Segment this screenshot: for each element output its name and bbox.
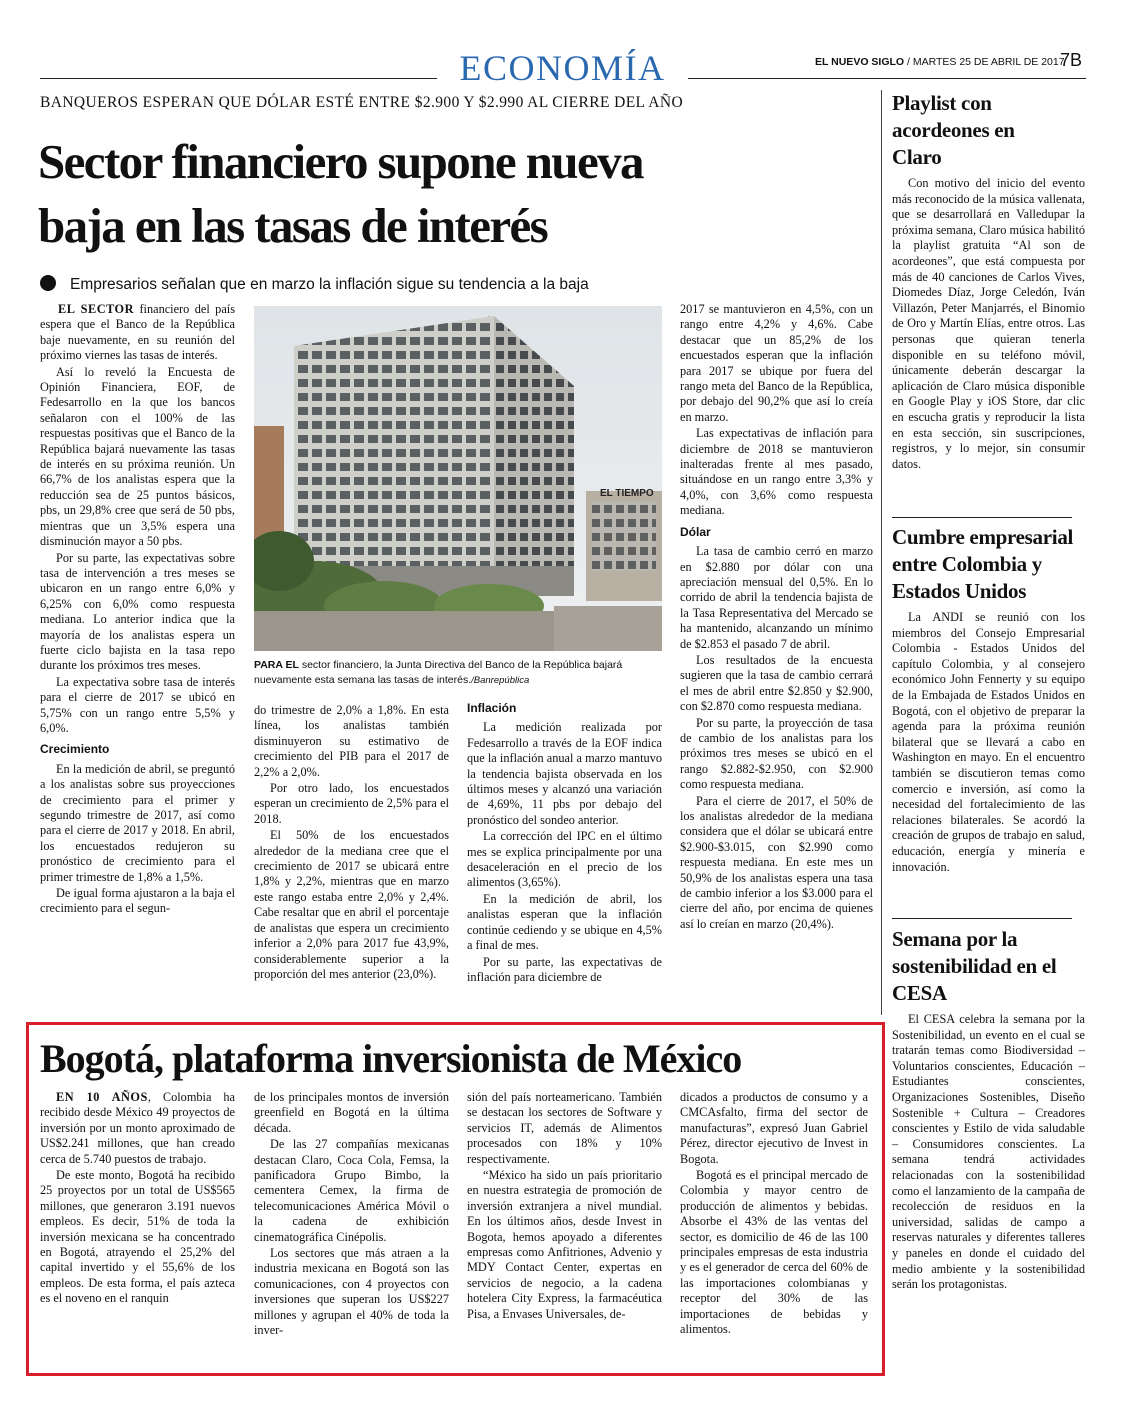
paragraph: 2017 se mantuvieron en 4,5%, con un rango entre 4,2% y 4,6%. Cabe destacar que un 85,2% de los encuestados esperan que la inflación para 2017 se ubique por fuera del rango meta del Banco de la República, por debajo del 90,2% que así lo creía en marzo. — [680, 302, 873, 424]
paragraph: de los principales montos de inversión greenfield en Bogotá en la última década. — [254, 1090, 449, 1135]
el-tiempo-sign: EL TIEMPO — [600, 488, 654, 499]
paragraph: De este monto, Bogotá ha recibido 25 proyectos por un total de US$565 millones, que generaron 3.191 nuevos empleos. Es decir, 51% de toda la inversión mexicana se ha concentrado en Bogotá, atrayendo el 25,2% del capital invertido y el 55,6% de los empleos. De esta forma, el país azteca es el noveno en el ranquin — [40, 1168, 235, 1306]
issue-date: / MARTES 25 DE ABRIL DE 2017 — [907, 56, 1065, 68]
paragraph: “México ha sido un país prioritario en nuestra estrategia de promoción de inversión extranjera a nivel mundial. En los últimos años, desde Invest in Bogota, hemos apoyado a diferentes empresas como Anfitriones, Advenio y MDY Contact Center, expertas en servicios de negocio, a la cadena hotelera City Express, la farmacéutica Pisa, a Envases Universales, de- — [467, 1168, 662, 1321]
main-column-1 — [40, 302, 235, 918]
box-headline: Bogotá, plataforma inversionista de México — [40, 1036, 742, 1081]
deck — [40, 275, 589, 294]
subheading: Inflación — [467, 701, 517, 715]
paragraph: El 50% de los encuestados alrededor de la mediana cree que el crecimiento de 2017 se ubicará entre 1,8% y 2,2%, mientras que en marzo este rango estaba entre 2,0% y 2,4%. Cabe resaltar que en abril el porcentaje de analistas que espera un crecimiento inferior a 2,0% para 2017 fue 43,9%, considerablemente superior a la proporción del mes anterior (23,0%). — [254, 828, 449, 981]
paragraph: Por su parte, las expectativas sobre tasa de intervención a tres meses se ubicaron en un rango entre 6,0% y 6,25% con 6,0% como respuesta mediana. Lo anterior indica que la mayoría de los analistas espera un fuerte ciclo bajista en la tasa repo durante los próximos tres meses. — [40, 550, 235, 673]
box-column-1 — [40, 1090, 235, 1308]
paragraph: dicados a productos de consumo y a CMCAsfalto, firma del sector de manufacturas”, expresó Juan Gabriel Pérez, director ejecutivo de Invest in Bogota. — [680, 1090, 868, 1166]
main-column-3 — [467, 701, 662, 986]
paragraph: sión del país norteamericano. También se destacan los sectores de Software y servicios IT, además de Alimentos procesados con 18% y 10% respectivamente. — [467, 1090, 662, 1166]
paragraph: do trimestre de 2,0% a 1,8%. En esta línea, los analistas también disminuyeron su estimativo de crecimiento del PIB para el 2017 de 2,2% a 2,0%. — [254, 703, 449, 779]
paragraph: El CESA celebra la semana por la Sostenibilidad, un evento en el cual se tratarán temas como Biodiversidad – Voluntarios conscientes, Educación – Estudiantes conscientes, Organizaciones Sostenibles, Diseño Sostenible + Cultura – Creadores conscientes y Estilo de vida saludable – Consumidores conscientes. La semana tendrá actividades relacionadas con la sostenibilidad como el lanzamiento de la campaña de recolección de residuos en la universidad, salidas de campo a reservas naturales y diferentes talleres y paneles en donde el cuidado del medio ambiente y la sostenibilidad serán los protagonistas. — [892, 1012, 1085, 1292]
photo-caption — [254, 658, 662, 688]
sidebar-text — [892, 610, 1085, 875]
subheading: Crecimiento — [40, 742, 110, 757]
paragraph: De igual forma ajustaron a la baja el crecimiento para el segun- — [40, 886, 235, 916]
bank-building-photo — [254, 306, 662, 651]
main-column-2 — [254, 703, 449, 983]
box-column-2 — [254, 1090, 449, 1340]
paragraph: Con motivo del inicio del evento más reconocido de la música vallenata, que se desarrollará en Valledupar la próxima semana, Claro música habilitó la playlist gratuita “Al son de acordeones”, que está compuesta por más de 40 canciones de Carlos Vives, Diomedes Díaz, Jorge Celedón, Iván Villazón, Peter Manjarrés, el Binomio de Oro y Martín Elías, entre otros. Las personas que quieran tenerla disponible en su teléfono móvil, únicamente deberán descargar la aplicación de Claro música disponible en Google Play y iOS Store, dar clic en escucha gratis y reproducir la lista en esta sección, sin suscripciones, registros, y lo mejor, sin consumir datos. — [892, 176, 1085, 471]
paragraph: La medición realizada por Fedesarrollo a través de la EOF indica que la inflación anual a marzo mantuvo la tendencia bajista observada en los últimos meses y alcanzó una variación de 4,69%, 11 pbs por debajo del pronóstico del sondeo anterior. — [467, 720, 662, 827]
paragraph: Los sectores que más atraen a la industria mexicana en Bogotá son las comunicaciones, con 4 proyectos con inversiones que superan los US$227 millones y agrupan el 40% de toda la inver- — [254, 1246, 449, 1338]
headline-line-1: Sector financiero supone nueva — [38, 134, 643, 189]
paragraph: De las 27 compañías mexicanas destacan Claro, Coca Cola, Femsa, la panificadora Grupo Bimbo, la cementera Cemex, la firma de telecomunicaciones América Móvil o la cadena de exhibición cinematográfica Cinépolis. — [254, 1137, 449, 1244]
paragraph: Por otro lado, los encuestados esperan un crecimiento de 2,5% para el 2018. — [254, 781, 449, 826]
paragraph: La corrección del IPC en el último mes se explica principalmente por una desaceleración en el precio de los alimentos (3,65%). — [467, 829, 662, 890]
paragraph: Para el cierre de 2017, el 50% de los analistas alrededor de la mediana considera que el dólar se ubicará entre $2.900-$3.015, con $2.990 como respuesta mediana. En este mes un 50,9% de los analistas espera una tasa de cambio inferior a los $3.000 para el cierre del año, por encima de quienes así lo creían en marzo (20,4%). — [680, 793, 873, 931]
caption-text: sector financiero, la Junta Directiva del Banco de la República bajará nuevamente esta semana las tasas de interés. — [254, 659, 623, 686]
paragraph: En la medición de abril, se preguntó a los analistas sobre sus proyecciones de crecimiento para el primer y segundo trimestre de 2017, así como para el cierre de 2017 y 2018. En abril, los encuestados redujeron su pronóstico de crecimiento para el primer trimestre de 1,8% a 1,5%. — [40, 761, 235, 884]
paragraph: Los resultados de la encuesta sugieren que la tasa de cambio cerrará el mes de abril entre $2.850 y $2.900, con $2.870 como respuesta mediana. — [680, 652, 873, 714]
paragraph: Así lo reveló la Encuesta de Opinión Financiera, EOF, de Fedesarrollo en la que los bancos señalaron con el 100% de las respuestas positivas que el Banco de la República bajará nuevamente las tasas de interés en su próxima reunión. Un 66,7% de los analistas espera que la reducción sea de 25 puntos básicos, pbs, un 29,8% cree que será de 50 pbs, mientras que un 3,5% espera una disminución mayor a 50 pbs. — [40, 364, 235, 549]
paragraph: , Colombia ha recibido desde México 49 proyectos de inversión por un monto aproximado de US$2.241 millones, que han creado cerca de 5.740 puestos de trabajo. — [40, 1090, 235, 1166]
kicker: BANQUEROS ESPERAN QUE DÓLAR ESTÉ ENTRE $2.900 Y $2.990 AL CIERRE DEL AÑO — [40, 94, 684, 111]
paragraph: En la medición de abril, los analistas esperan que la inflación continúe cediendo y se ubique en 4,5% a final de mes. — [467, 891, 662, 953]
newspaper-name: EL NUEVO SIGLO — [815, 56, 905, 68]
masthead — [815, 56, 1065, 68]
subheading: Dólar — [680, 524, 711, 539]
headline — [38, 130, 643, 258]
sidebar-text — [892, 1012, 1085, 1293]
bullet-icon — [40, 275, 56, 291]
paragraph: Las expectativas de inflación para diciembre de 2018 se mantuvieron inalteradas frente al mes pasado, situándose en un rango entre 3,3% y 4,0%, con 3,6% como respuesta mediana. — [680, 426, 873, 518]
caption-lead: PARA EL — [254, 659, 299, 671]
box-column-4 — [680, 1090, 868, 1339]
lead-in: EL SECTOR — [58, 302, 135, 316]
sidebar-title: Playlist con acordeones en Claro — [892, 91, 1015, 169]
photo-credit: /Banrepública — [471, 675, 530, 686]
headline-line-2: baja en las tasas de interés — [38, 198, 548, 253]
box-column-3 — [467, 1090, 662, 1323]
main-column-4 — [680, 302, 873, 933]
page-number: 7B — [1060, 50, 1083, 70]
sidebar-title: Semana por la sostenibilidad en el CESA — [892, 927, 1057, 1005]
paragraph: Por su parte, la proyección de tasa de cambio de los analistas para los próximos tres meses se ubicó en el rango $2.882-$2.950, con $2.900 como respuesta mediana. — [680, 715, 873, 792]
section-title: ECONOMÍA — [459, 48, 666, 88]
lead-in: EN 10 AÑOS — [56, 1090, 148, 1104]
sidebar-text — [892, 176, 1085, 472]
deck-text: Empresarios señalan que en marzo la inflación sigue su tendencia a la baja — [70, 276, 589, 293]
sidebar-title: Cumbre empresarial entre Colombia y Estados Unidos — [892, 525, 1074, 603]
paragraph: Por su parte, las expectativas de inflación para diciembre de — [467, 954, 662, 984]
paragraph: financiero del país espera que el Banco de la República baje nuevamente, en su reunión del próximo viernes las tasas de interés. — [40, 302, 235, 363]
paragraph: La ANDI se reunió con los miembros del Consejo Empresarial Colombia - Estados Unidos del capítulo Colombia, y al consejero económico John Fennerty y su equipo de la Embajada de Estados Unidos en Bogotá, con el objetivo de preparar la agenda para la próxima reunión bilateral que se llevará a cabo en Washington en mayo. En el encuentro también se discutieron temas como comercio e inversión, así como la necesidad del fortalecimiento de las relaciones bilaterales. Se acordó la creación de grupos de trabajo en salud, educación, energía y minería e innovación. — [892, 610, 1085, 874]
paragraph: Bogotá es el principal mercado de Colombia y mayor centro de producción de alimentos y bebidas. Absorbe el 43% de las ventas del sector, es domicilio de 46 de las 100 principales empresas de esta industria y es el generador de cerca del 60% de las importaciones colombianas y receptor del 30% de las importaciones de bebidas y alimentos. — [680, 1168, 868, 1337]
sidebar-divider — [881, 90, 882, 1015]
paragraph: La tasa de cambio cerró en marzo en $2.880 por dólar con una apreciación mensual del 0,5%. En lo corrido de abril la tendencia bajista de la Tasa Representativa del Mercado se ha mantenido, alcanzando un mínimo de $2.853 el pasado 7 de abril. — [680, 544, 873, 651]
paragraph: La expectativa sobre tasa de interés para el cierre de 2017 se ubicó en 5,75% con un rango entre 5,5% y 6,0%. — [40, 674, 235, 735]
